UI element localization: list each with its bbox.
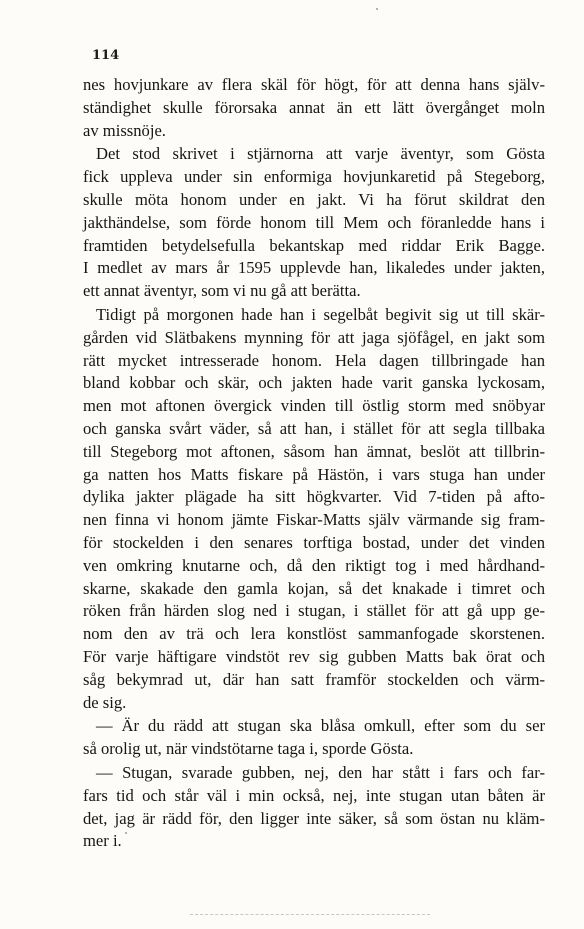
text-line: så orolig ut, när vindstötarne taga i, sporde Gösta. — [83, 739, 414, 759]
text-line: nen finna vi honom jämte Fiskar-Matts själv värmande sig fram- — [83, 510, 545, 530]
text-line: fick uppleva under sin enformiga hovjunkaretid på Stegeborg, — [83, 167, 545, 187]
text-line: nom den av trä och lera konstlöst sammanfogade skorstenen. — [83, 624, 545, 644]
text-line: för stockelden i den senares torftiga bostad, under det vinden — [83, 532, 545, 552]
text-line: såg bekymrad ut, där han satt framför stockelden och värm- — [83, 669, 545, 689]
text-line: mer i. — [83, 831, 122, 851]
text-line: jakthändelse, som förde honom till Mem och föranledde hans i — [83, 212, 545, 232]
text-line: Tidigt på morgonen hade han i segelbåt begivit sig ut till skär- — [96, 304, 545, 324]
text-line: bland kobbar och skär, och jakten hade varit ganska lyckosam, — [83, 373, 545, 393]
text-line: av missnöje. — [83, 120, 166, 140]
body-text — [83, 74, 545, 853]
text-line: skarne, skakade den gamla kojan, så det knakade i timret och — [83, 578, 545, 598]
text-line: — Är du rädd att stugan ska blåsa omkull, efter som du ser — [96, 716, 545, 736]
paper-speck — [376, 8, 378, 10]
text-line: det, jag är rädd för, den ligger inte säker, så som östan nu kläm- — [83, 808, 545, 828]
text-line: nes hovjunkare av flera skäl för högt, för att denna hans själv- — [83, 75, 545, 94]
text-line: de sig. — [83, 692, 127, 712]
text-line: För varje häftigare vindstöt rev sig gubben Matts bak örat och — [83, 646, 545, 666]
text-line: och ganska svårt väder, så att han, i stället för att segla tillbaka — [83, 418, 545, 438]
text-line: ven omkring knutarne och, då den riktigt tog i med hårdhand- — [83, 555, 545, 575]
text-line: röken från härden slog ned i stugan, i stället för att gå upp ge- — [83, 601, 545, 621]
text-line: rätt mycket intresserade honom. Hela dagen tillbringade han — [83, 350, 545, 370]
text-line: ga natten hos Matts fiskare på Hästön, i vars stuga han under — [83, 464, 545, 484]
text-line: gården vid Slätbakens mynning för att jaga sjöfågel, en jakt som — [83, 327, 545, 347]
text-line: Det stod skrivet i stjärnorna att varje äventyr, som Gösta — [96, 144, 545, 164]
text-line: till Stegeborg mot aftonen, såsom han ämnat, beslöt att tillbrin- — [83, 441, 545, 461]
text-line: skulle möta honom under en jakt. Vi ha förut skildrat den — [83, 189, 545, 209]
text-line: ständighet skulle förorsaka annat än ett lätt övergånget moln — [83, 97, 545, 117]
text-line: — Stugan, svarade gubben, nej, den har stått i fars och far- — [96, 762, 545, 782]
bottom-edge-mark — [190, 914, 430, 915]
paper-speck — [125, 832, 127, 834]
text-line: ett annat äventyr, som vi nu gå att berätta. — [83, 281, 361, 301]
page-number: 114 — [92, 48, 120, 63]
text-line: fars tid och står väl i min också, nej, inte stugan utan båten är — [83, 785, 545, 805]
text-line: men mot aftonen övergick vinden till östlig storm med snöbyar — [83, 396, 545, 416]
text-line: framtiden betydelsefulla bekantskap med riddar Erik Bagge. — [83, 235, 545, 255]
text-line: dylika jakter plägade ha sitt högkvarter. Vid 7-tiden på afto- — [83, 487, 545, 507]
text-line: I medlet av mars år 1595 upplevde han, likaledes under jakten, — [83, 258, 545, 278]
